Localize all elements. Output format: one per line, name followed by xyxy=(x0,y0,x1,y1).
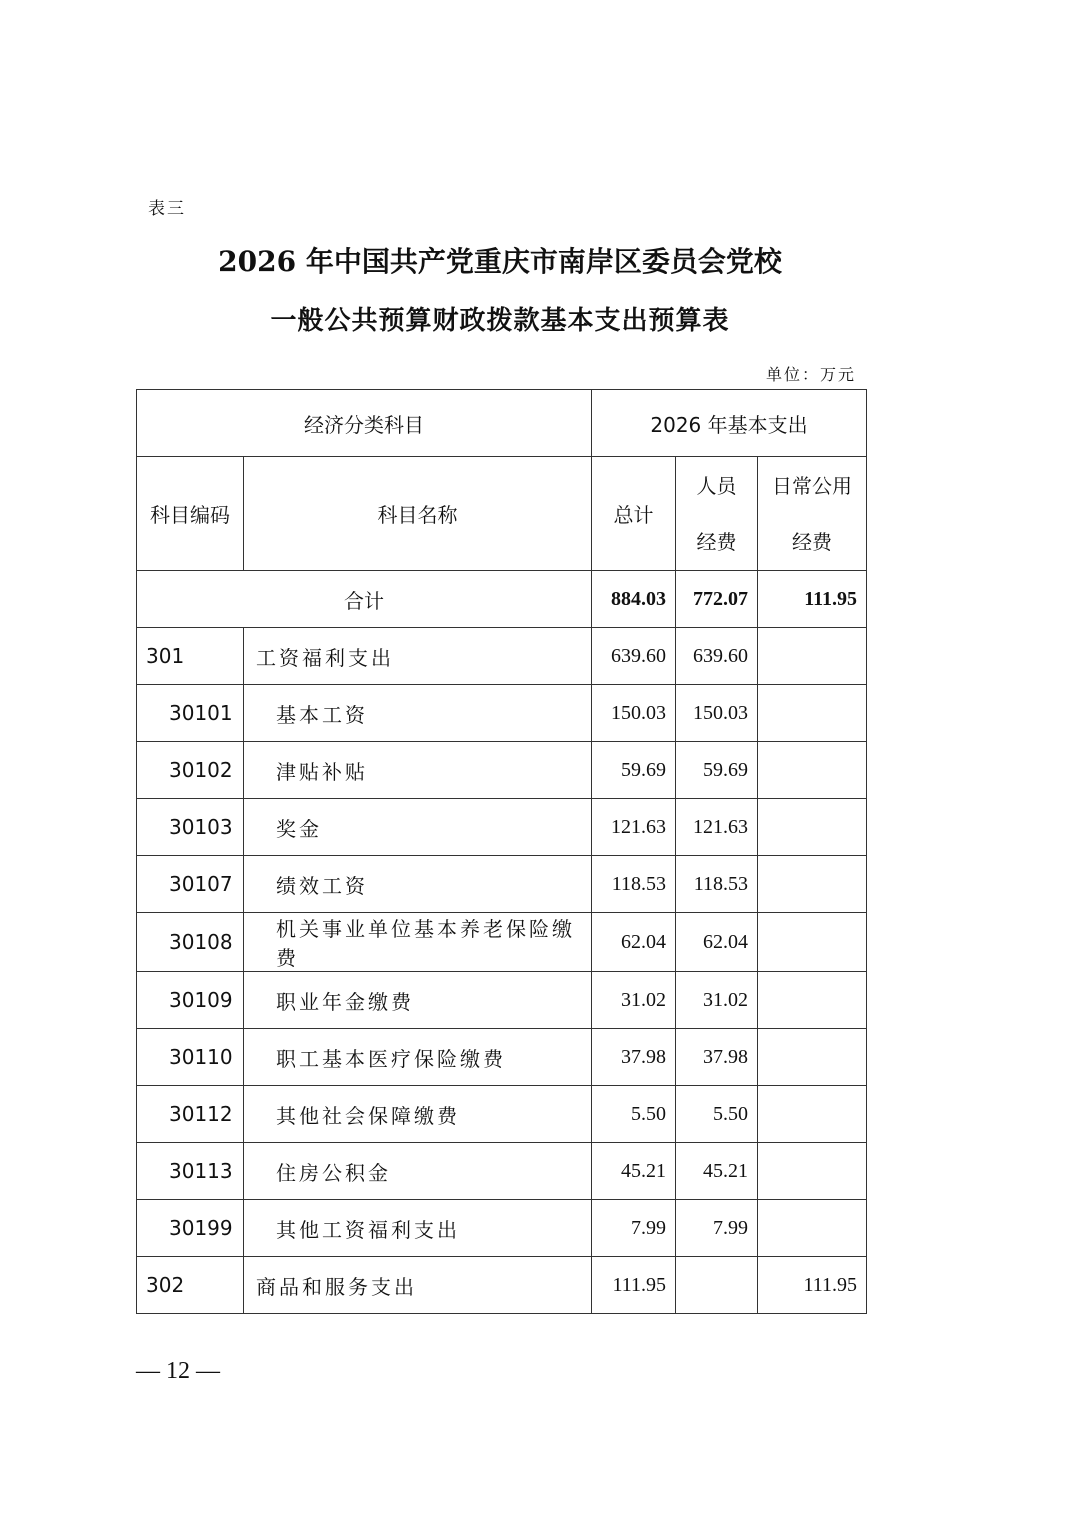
header-public-line1: 日常公用 xyxy=(772,473,852,498)
row-code: 30103 xyxy=(137,799,244,856)
table-row xyxy=(137,685,867,742)
table-row xyxy=(137,913,867,972)
header-total: 总计 xyxy=(592,457,676,571)
row-personnel: 59.69 xyxy=(676,742,758,799)
row-code: 30101 xyxy=(137,685,244,742)
row-code: 30108 xyxy=(137,913,244,972)
row-code: 30110 xyxy=(137,1029,244,1086)
header-name: 科目名称 xyxy=(244,457,592,571)
row-personnel: 31.02 xyxy=(676,972,758,1029)
row-total: 7.99 xyxy=(592,1200,676,1257)
summary-total: 884.03 xyxy=(592,571,676,628)
row-public xyxy=(758,1086,867,1143)
row-code: 30107 xyxy=(137,856,244,913)
table-row xyxy=(137,1257,867,1314)
row-personnel: 37.98 xyxy=(676,1029,758,1086)
row-personnel: 150.03 xyxy=(676,685,758,742)
header-public xyxy=(758,457,867,571)
header-personnel-line2: 经费 xyxy=(696,529,737,554)
row-public xyxy=(758,628,867,685)
row-name: 商品和服务支出 xyxy=(244,1257,592,1314)
table-row xyxy=(137,799,867,856)
summary-row xyxy=(137,571,867,628)
row-total: 37.98 xyxy=(592,1029,676,1086)
row-personnel: 7.99 xyxy=(676,1200,758,1257)
row-total: 31.02 xyxy=(592,972,676,1029)
table-row xyxy=(137,1200,867,1257)
page-number: — 12 — xyxy=(136,1358,220,1384)
row-personnel xyxy=(676,1257,758,1314)
row-public xyxy=(758,799,867,856)
row-public xyxy=(758,1029,867,1086)
row-code: 302 xyxy=(137,1257,244,1314)
row-personnel: 62.04 xyxy=(676,913,758,972)
row-public xyxy=(758,685,867,742)
table-row xyxy=(137,628,867,685)
row-name: 津贴补贴 xyxy=(244,742,592,799)
row-total: 121.63 xyxy=(592,799,676,856)
row-total: 118.53 xyxy=(592,856,676,913)
row-public xyxy=(758,972,867,1029)
row-personnel: 121.63 xyxy=(676,799,758,856)
header-econ-class: 经济分类科目 xyxy=(137,390,592,457)
row-public xyxy=(758,742,867,799)
row-public xyxy=(758,913,867,972)
header-personnel-line1: 人员 xyxy=(696,473,737,498)
row-code: 30199 xyxy=(137,1200,244,1257)
header-row-bottom xyxy=(137,457,867,571)
table-label: 表三 xyxy=(148,199,186,219)
table-row xyxy=(137,972,867,1029)
budget-table xyxy=(136,389,867,1314)
unit-note: 单位：万元 xyxy=(765,365,856,384)
row-name: 其他社会保障缴费 xyxy=(244,1086,592,1143)
header-personnel xyxy=(676,457,758,571)
row-total: 59.69 xyxy=(592,742,676,799)
table-row xyxy=(137,742,867,799)
row-name: 基本工资 xyxy=(244,685,592,742)
row-name: 绩效工资 xyxy=(244,856,592,913)
table-row xyxy=(137,1143,867,1200)
row-name: 职业年金缴费 xyxy=(244,972,592,1029)
row-total: 45.21 xyxy=(592,1143,676,1200)
row-personnel: 5.50 xyxy=(676,1086,758,1143)
row-public xyxy=(758,1200,867,1257)
document-title: 2026 年中国共产党重庆市南岸区委员会党校 xyxy=(218,245,782,278)
row-name: 工资福利支出 xyxy=(244,628,592,685)
table-row xyxy=(137,856,867,913)
row-personnel: 45.21 xyxy=(676,1143,758,1200)
row-public: 111.95 xyxy=(758,1257,867,1314)
row-total: 150.03 xyxy=(592,685,676,742)
header-public-line2: 经费 xyxy=(792,529,832,554)
row-total: 62.04 xyxy=(592,913,676,972)
row-public xyxy=(758,856,867,913)
row-name: 其他工资福利支出 xyxy=(244,1200,592,1257)
row-name: 职工基本医疗保险缴费 xyxy=(244,1029,592,1086)
row-name: 机关事业单位基本养老保险缴费 xyxy=(244,913,592,972)
row-code: 30112 xyxy=(137,1086,244,1143)
header-code: 科目编码 xyxy=(137,457,244,571)
row-personnel: 118.53 xyxy=(676,856,758,913)
document-subtitle: 一般公共预算财政拨款基本支出预算表 xyxy=(270,306,730,336)
table-row xyxy=(137,1029,867,1086)
row-code: 301 xyxy=(137,628,244,685)
row-name: 住房公积金 xyxy=(244,1143,592,1200)
summary-personnel: 772.07 xyxy=(676,571,758,628)
row-total: 111.95 xyxy=(592,1257,676,1314)
row-code: 30102 xyxy=(137,742,244,799)
row-total: 639.60 xyxy=(592,628,676,685)
summary-label: 合计 xyxy=(137,571,592,628)
header-basic-expense: 2026 年基本支出 xyxy=(592,390,867,457)
row-code: 30113 xyxy=(137,1143,244,1200)
row-code: 30109 xyxy=(137,972,244,1029)
row-name: 奖金 xyxy=(244,799,592,856)
summary-public: 111.95 xyxy=(758,571,867,628)
row-total: 5.50 xyxy=(592,1086,676,1143)
row-public xyxy=(758,1143,867,1200)
table-row xyxy=(137,1086,867,1143)
header-row-top xyxy=(137,390,867,457)
row-personnel: 639.60 xyxy=(676,628,758,685)
